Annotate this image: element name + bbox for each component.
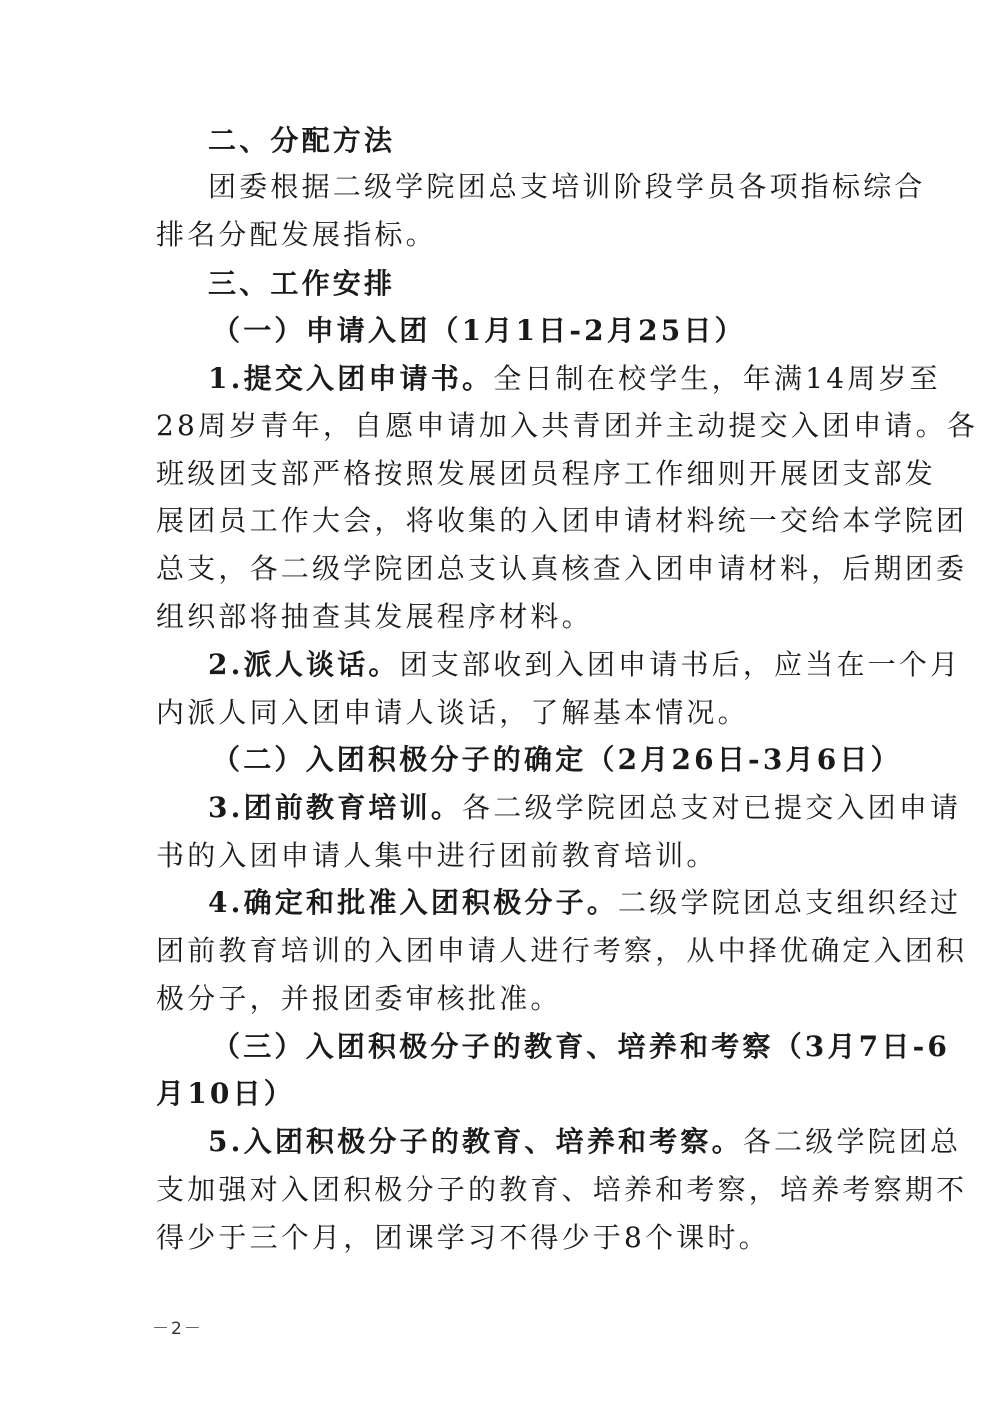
item-1-title: 1.提交入团申请书。 [208, 362, 494, 395]
item-2-text: 团支部收到入团申请书后，应当在一个月 [399, 648, 962, 681]
item-1-text: 全日制在校学生，年满14周岁至 [493, 362, 941, 395]
subsection-heading-activist-confirm: （二）入团积极分子的确定（2月26日-3月6日） [212, 743, 902, 776]
paragraph-line: 书的入团申请人集中进行团前教育培训。 [156, 839, 718, 872]
item-4-title: 4.确定和批准入团积极分子。 [208, 886, 619, 919]
paragraph-line: 28周岁青年，自愿申请加入共青团并主动提交入团申请。各 [156, 409, 979, 442]
paragraph-line: 总支，各二级学院团总支认真核查入团申请材料，后期团委 [156, 552, 968, 585]
paragraph-line: 支加强对入团积极分子的教育、培养和考察，培养考察期不 [156, 1173, 968, 1206]
paragraph-line: 组织部将抽查其发展程序材料。 [156, 600, 593, 633]
item-3-line [0, 788, 1000, 828]
section-heading-distribution-method: 二、分配方法 [208, 124, 396, 157]
subsection-heading-continuation: 月10日） [156, 1077, 295, 1110]
item-4-text: 二级学院团总支组织经过 [618, 886, 962, 919]
subsection-heading-activist-training: （三）入团积极分子的教育、培养和考察（3月7日-6 [212, 1030, 951, 1063]
item-2-line [0, 645, 1000, 685]
page-number: －2－ [152, 1319, 203, 1339]
paragraph-line: 班级团支部严格按照发展团员程序工作细则开展团支部发 [156, 457, 937, 490]
item-5-text: 各二级学院团总 [742, 1125, 962, 1158]
paragraph-line: 极分子，并报团委审核批准。 [156, 982, 562, 1015]
subsection-heading-apply: （一）申请入团（1月1日-2月25日） [212, 314, 746, 347]
item-3-text: 各二级学院团总支对已提交入团申请 [462, 791, 962, 824]
item-3-title: 3.团前教育培训。 [208, 791, 463, 824]
item-4-line [0, 883, 1000, 923]
paragraph-line: 团委根据二级学院团总支培训阶段学员各项指标综合 [208, 170, 926, 203]
paragraph-line: 排名分配发展指标。 [156, 218, 437, 251]
item-5-title: 5.入团积极分子的教育、培养和考察。 [208, 1125, 743, 1158]
paragraph-line: 内派人同入团申请人谈话，了解基本情况。 [156, 696, 749, 729]
section-heading-work-arrangement: 三、工作安排 [208, 267, 396, 300]
paragraph-line: 团前教育培训的入团申请人进行考察，从中择优确定入团积 [156, 934, 968, 967]
item-1-line [0, 359, 1000, 399]
paragraph-line: 展团员工作大会，将收集的入团申请材料统一交给本学院团 [156, 504, 968, 537]
item-5-line [0, 1122, 1000, 1162]
paragraph-line: 得少于三个月，团课学习不得少于8个课时。 [156, 1221, 770, 1254]
item-2-title: 2.派人谈话。 [208, 648, 400, 681]
